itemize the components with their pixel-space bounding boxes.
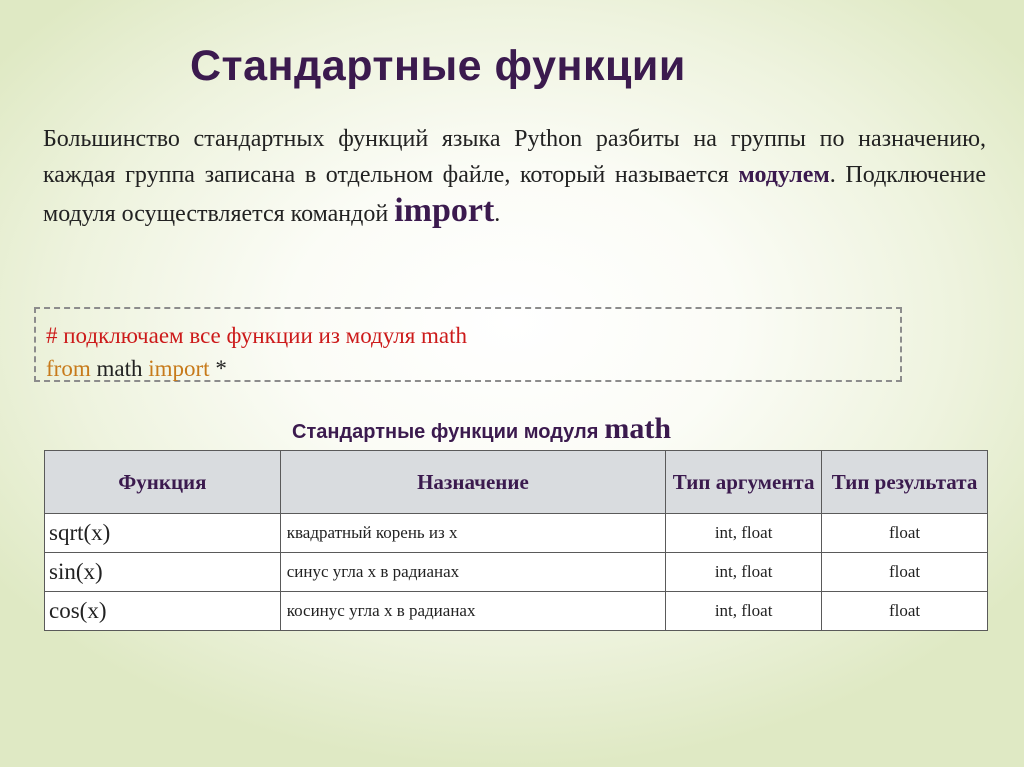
intro-end: . xyxy=(494,201,501,227)
header-argument-type: Тип аргумента xyxy=(666,451,822,514)
cell-purpose: квадратный корень из x xyxy=(280,514,665,553)
code-module-name: math xyxy=(90,356,149,381)
cell-function: sqrt(x) xyxy=(45,514,281,553)
cell-purpose: синус угла x в радианах xyxy=(280,553,665,592)
code-box xyxy=(34,307,902,382)
intro-text-part2: . Подключение модуля осуществляется командой xyxy=(43,162,986,227)
intro-bold-module: модулем xyxy=(738,162,830,188)
cell-function: cos(x) xyxy=(45,592,281,631)
functions-table xyxy=(44,450,988,631)
table-header-row xyxy=(45,451,988,514)
cell-argument-type: int, float xyxy=(666,592,822,631)
intro-text-part1: Большинство стандартных функций языка Python разбиты на группы по назначению, каждая группа записана в отдельном файле, который называется xyxy=(43,126,986,188)
code-import-keyword: import xyxy=(148,356,210,381)
cell-result-type: float xyxy=(822,553,988,592)
slide-title: Стандартные функции xyxy=(190,42,686,90)
table-row xyxy=(45,553,988,592)
code-import-line xyxy=(46,352,900,385)
cell-function: sin(x) xyxy=(45,553,281,592)
intro-import-keyword: import xyxy=(394,192,495,229)
cell-result-type: float xyxy=(822,514,988,553)
table-caption-module: math xyxy=(604,412,672,445)
header-result-type: Тип результата xyxy=(822,451,988,514)
table-caption-text: Стандартные функции модуля xyxy=(292,421,599,443)
cell-argument-type: int, float xyxy=(666,553,822,592)
header-function: Функция xyxy=(45,451,281,514)
intro-paragraph xyxy=(43,121,986,232)
cell-argument-type: int, float xyxy=(666,514,822,553)
code-from-keyword: from xyxy=(46,356,91,381)
code-comment-line: # подключаем все функции из модуля math xyxy=(46,323,468,348)
cell-purpose: косинус угла x в радианах xyxy=(280,592,665,631)
table-row xyxy=(45,514,988,553)
cell-result-type: float xyxy=(822,592,988,631)
code-star: * xyxy=(209,356,227,381)
table-caption xyxy=(292,412,671,446)
table-row xyxy=(45,592,988,631)
header-purpose: Назначение xyxy=(280,451,665,514)
